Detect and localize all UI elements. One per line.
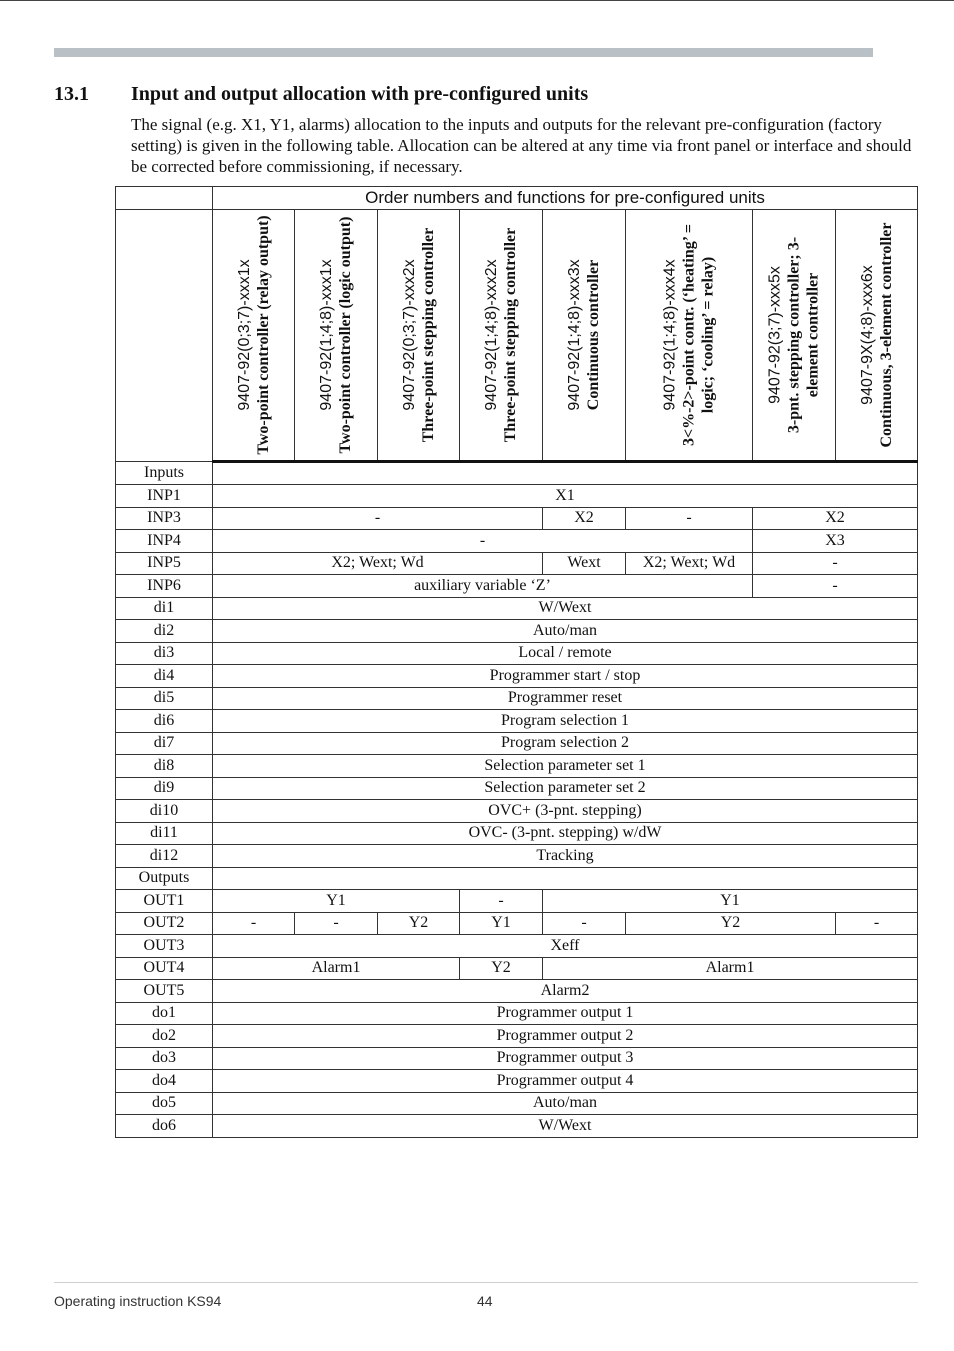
- row-label: Outputs: [116, 867, 213, 890]
- column-function: Three-point stepping controller: [502, 227, 519, 442]
- column-function: 3-pnt. stepping controller; 3-element controller: [785, 236, 822, 433]
- table-cell: X2; Wext; Wd: [213, 552, 543, 575]
- table-cell: -: [836, 912, 918, 935]
- table-cell: [213, 867, 918, 890]
- column-order-number: 9407-92(1;4;8)-xxx1x: [318, 258, 335, 411]
- row-label: do5: [116, 1092, 213, 1115]
- table-cell: -: [460, 890, 543, 913]
- column-headers-row: [116, 209, 918, 461]
- table-row: [116, 575, 918, 598]
- footer-doc-title: Operating instruction KS94: [54, 1293, 222, 1309]
- table-row: [116, 912, 918, 935]
- row-label: OUT4: [116, 957, 213, 980]
- section-title: Input and output allocation with pre-configured units: [131, 83, 589, 105]
- table-cell: -: [213, 507, 543, 530]
- column-order-number: 9407-92(0;3;7)-xxx2x: [400, 258, 418, 411]
- table-cell: Programmer output 4: [213, 1070, 918, 1093]
- table-corner-lower: [116, 209, 213, 461]
- table-cell: W/Wext: [213, 1115, 918, 1138]
- column-function: Two-point controller (relay output): [254, 214, 272, 455]
- row-label: do2: [116, 1025, 213, 1048]
- header-bar: [54, 48, 873, 57]
- table-row: [116, 890, 918, 913]
- row-label: di5: [116, 687, 213, 710]
- section-number: 13.1: [54, 83, 89, 105]
- table-cell: -: [213, 530, 753, 553]
- table-cell: Alarm1: [543, 957, 918, 980]
- row-label: di1: [116, 597, 213, 620]
- table-cell: Selection parameter set 2: [213, 777, 918, 800]
- table-row: [116, 552, 918, 575]
- row-label: di4: [116, 665, 213, 688]
- table-row: [116, 507, 918, 530]
- table-cell: -: [753, 575, 918, 598]
- table-cell: Y2: [460, 957, 543, 980]
- column-header: [626, 209, 753, 461]
- table-cell: X2: [753, 507, 918, 530]
- page-number: 44: [477, 1293, 493, 1309]
- table-cell: X2: [543, 507, 626, 530]
- table-row: [116, 461, 918, 485]
- row-label: di12: [116, 845, 213, 868]
- table-cell: Y2: [626, 912, 836, 935]
- column-header: [460, 209, 543, 461]
- table-row: [116, 755, 918, 778]
- table-cell: Programmer output 2: [213, 1025, 918, 1048]
- column-function: Two-point controller (logic output): [337, 216, 354, 453]
- table-cell: Program selection 2: [213, 732, 918, 755]
- table-cell: W/Wext: [213, 597, 918, 620]
- allocation-table: [115, 186, 918, 1138]
- table-row: [116, 980, 918, 1003]
- top-rule: [0, 0, 954, 1]
- table-row: [116, 867, 918, 890]
- row-label: di7: [116, 732, 213, 755]
- table-row: [116, 687, 918, 710]
- table-cell: Y1: [460, 912, 543, 935]
- table-row: [116, 642, 918, 665]
- table-cell: X3: [753, 530, 918, 553]
- table-cell: OVC- (3-pnt. stepping) w/dW: [213, 822, 918, 845]
- table-row: [116, 957, 918, 980]
- table-cell: -: [213, 912, 295, 935]
- column-order-number: 9407-92(3;7)-xxx5x: [766, 265, 784, 404]
- table-cell: Programmer start / stop: [213, 665, 918, 688]
- table-body: [116, 461, 918, 1137]
- table-cell: [213, 461, 918, 485]
- row-label: do6: [116, 1115, 213, 1138]
- row-label: di11: [116, 822, 213, 845]
- row-label: INP3: [116, 507, 213, 530]
- table-corner: [116, 187, 213, 210]
- table-cell: Y1: [543, 890, 918, 913]
- table-cell: -: [295, 912, 378, 935]
- column-header: [836, 209, 918, 461]
- table-cell: auxiliary variable ‘Z’: [213, 575, 753, 598]
- table-cell: -: [543, 912, 626, 935]
- table-row: [116, 710, 918, 733]
- table-row: [116, 485, 918, 508]
- row-label: di10: [116, 800, 213, 823]
- column-order-number: 9407-92(1;4;8)-xxx4x: [661, 258, 679, 411]
- table-cell: Program selection 1: [213, 710, 918, 733]
- row-label: do3: [116, 1047, 213, 1070]
- intro-paragraph: The signal (e.g. X1, Y1, alarms) allocation to the inputs and outputs for the relevant pre-configuration (factory setting) is given in the following table. Allocation can be altered at any time via front panel or interface and should be corrected before commissioning, if necessary.: [131, 115, 912, 176]
- table-cell: -: [753, 552, 918, 575]
- row-label: di3: [116, 642, 213, 665]
- row-label: OUT2: [116, 912, 213, 935]
- table-cell: Tracking: [213, 845, 918, 868]
- table-cell: OVC+ (3-pnt. stepping): [213, 800, 918, 823]
- table-cell: -: [626, 507, 753, 530]
- column-function: Continuous controller: [585, 259, 602, 410]
- column-header: [295, 209, 378, 461]
- table-cell: Alarm1: [213, 957, 460, 980]
- table-row: [116, 1002, 918, 1025]
- table-cell: Programmer output 1: [213, 1002, 918, 1025]
- table-row: [116, 1025, 918, 1048]
- row-label: Inputs: [116, 461, 213, 485]
- table-row: [116, 530, 918, 553]
- table-header: Order numbers and functions for pre-configured units: [213, 187, 918, 210]
- column-header: [543, 209, 626, 461]
- table-cell: Auto/man: [213, 1092, 918, 1115]
- table-cell: X2; Wext; Wd: [626, 552, 753, 575]
- row-label: di2: [116, 620, 213, 643]
- row-label: di9: [116, 777, 213, 800]
- row-label: do1: [116, 1002, 213, 1025]
- row-label: INP6: [116, 575, 213, 598]
- column-order-number: 9407-92(1;4;8)-xxx2x: [483, 258, 500, 411]
- column-header: [753, 209, 836, 461]
- table-row: [116, 1092, 918, 1115]
- table-cell: Programmer output 3: [213, 1047, 918, 1070]
- table-cell: Local / remote: [213, 642, 918, 665]
- column-function: Continuous, 3-element controller: [877, 222, 895, 448]
- table-cell: Alarm2: [213, 980, 918, 1003]
- table-cell: X1: [213, 485, 918, 508]
- row-label: di8: [116, 755, 213, 778]
- table-row: [116, 845, 918, 868]
- table-row: [116, 800, 918, 823]
- column-order-number: 9407-92(0;3;7)-xxx1x: [235, 258, 253, 411]
- column-order-number: 9407-9X(4;8)-xxx6x: [858, 264, 876, 405]
- column-order-number: 9407-92(1;4;8)-xxx3x: [566, 258, 583, 411]
- table-cell: Xeff: [213, 935, 918, 958]
- table-row: [116, 777, 918, 800]
- table-cell: Selection parameter set 1: [213, 755, 918, 778]
- column-header: [378, 209, 460, 461]
- column-function: Three-point stepping controller: [419, 227, 437, 442]
- table-row: [116, 1115, 918, 1138]
- table-cell: Y1: [213, 890, 460, 913]
- row-label: INP4: [116, 530, 213, 553]
- row-label: INP1: [116, 485, 213, 508]
- footer-rule: [54, 1282, 918, 1283]
- table-cell: Auto/man: [213, 620, 918, 643]
- table-row: [116, 822, 918, 845]
- table-cell: Y2: [378, 912, 460, 935]
- table-row: [116, 597, 918, 620]
- table-row: [116, 732, 918, 755]
- column-function: 3<%-2>-point contr. (‘heating’ = logic; ‘cooling’ = relay): [680, 223, 717, 446]
- row-label: OUT1: [116, 890, 213, 913]
- table-cell: Programmer reset: [213, 687, 918, 710]
- row-label: INP5: [116, 552, 213, 575]
- column-header: [213, 209, 295, 461]
- table-row: [116, 1047, 918, 1070]
- table-row: [116, 620, 918, 643]
- table-row: [116, 1070, 918, 1093]
- table-row: [116, 665, 918, 688]
- row-label: OUT3: [116, 935, 213, 958]
- table-row: [116, 935, 918, 958]
- table-cell: Wext: [543, 552, 626, 575]
- row-label: OUT5: [116, 980, 213, 1003]
- row-label: do4: [116, 1070, 213, 1093]
- row-label: di6: [116, 710, 213, 733]
